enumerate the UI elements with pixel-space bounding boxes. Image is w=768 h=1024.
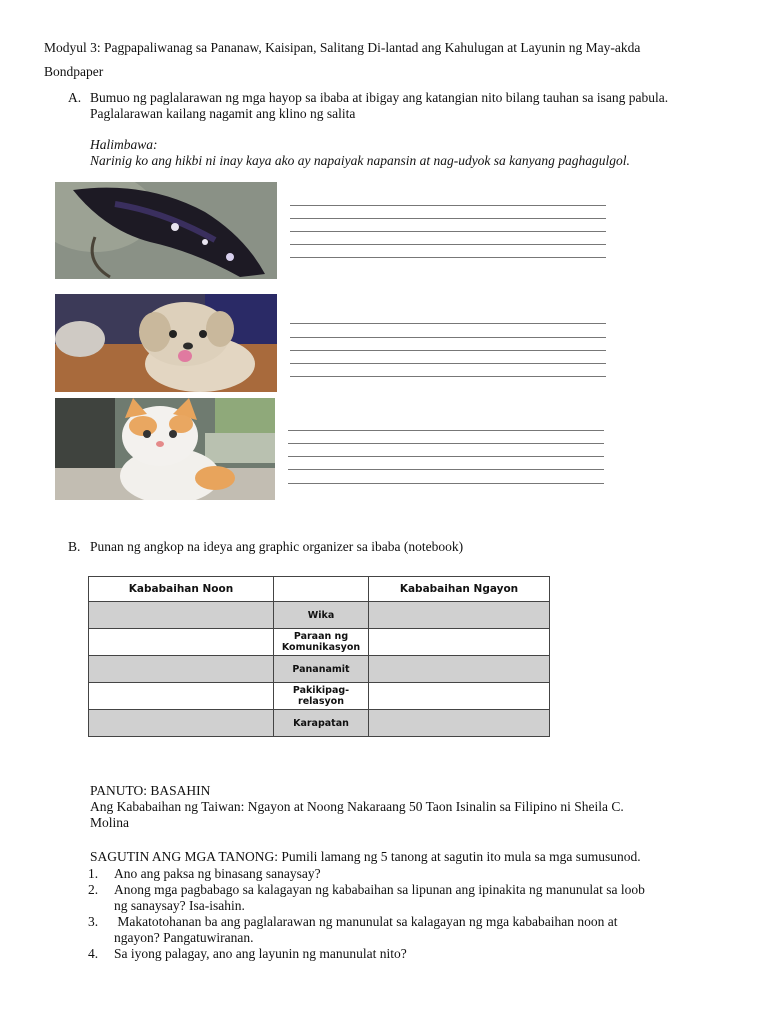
table-row <box>89 683 550 710</box>
question-item <box>88 866 728 882</box>
question-number: 4. <box>88 946 99 961</box>
ngayon-cell[interactable] <box>369 629 550 656</box>
writing-line[interactable] <box>290 350 606 351</box>
question-text: Sa iyong palagay, ano ang layunin ng manunulat nito? <box>114 946 407 961</box>
writing-line[interactable] <box>288 469 604 470</box>
row-label-line: relasyon <box>298 696 344 707</box>
question-text-cont: ngayon? Pangatuwiranan. <box>114 930 254 945</box>
noon-cell[interactable] <box>89 656 274 683</box>
noon-cell[interactable] <box>89 710 274 737</box>
dog-icon <box>55 294 277 392</box>
row-label <box>274 683 369 710</box>
noon-cell[interactable] <box>89 629 274 656</box>
noon-cell[interactable] <box>89 602 274 629</box>
panuto-heading: PANUTO: BASAHIN <box>90 783 211 798</box>
section-a-instruction-2: Paglalarawan kailang nagamit ang klino ng salita <box>90 106 356 121</box>
row-label: Karapatan <box>274 710 369 737</box>
example-text: Narinig ko ang hikbi ni inay kaya ako ay napaiyak napansin at nag-udyok sa kanyang paghagulgol. <box>90 153 630 168</box>
question-text: Makatotohanan ba ang paglalarawan ng manunulat sa kalagayan ng mga kababaihan noon at <box>114 914 618 929</box>
writing-line[interactable] <box>288 443 604 444</box>
question-item <box>88 882 728 914</box>
question-text-cont: ng sanaysay? Isa-isahin. <box>114 898 245 913</box>
row-label: Pananamit <box>274 656 369 683</box>
question-text: Ano ang paksa ng binasang sanaysay? <box>114 866 321 881</box>
example-label: Halimbawa: <box>90 137 158 152</box>
ngayon-cell[interactable] <box>369 710 550 737</box>
writing-line[interactable] <box>290 363 606 364</box>
graphic-organizer-table <box>88 576 550 737</box>
row-label-line: Pakikipag- <box>292 685 350 696</box>
writing-line[interactable] <box>290 244 606 245</box>
writing-line[interactable] <box>290 337 606 338</box>
writing-line[interactable] <box>288 456 604 457</box>
header-kababaihan-noon: Kababaihan Noon <box>89 577 274 602</box>
writing-line[interactable] <box>288 483 604 484</box>
row-label-line: Komunikasyon <box>281 642 361 653</box>
question-item <box>88 914 728 946</box>
reading-title-2: Molina <box>90 815 129 830</box>
writing-line[interactable] <box>290 218 606 219</box>
question-item <box>88 946 728 962</box>
writing-line[interactable] <box>290 205 606 206</box>
header-middle <box>274 577 369 602</box>
questions-intro: SAGUTIN ANG MGA TANONG: Pumili lamang ng 5 tanong at sagutin ito mula sa mga sumusunod. <box>90 849 641 864</box>
ngayon-cell[interactable] <box>369 683 550 710</box>
butterfly-icon <box>55 182 277 279</box>
table-row <box>89 710 550 737</box>
writing-line[interactable] <box>290 231 606 232</box>
module-title: Modyul 3: Pagpapaliwanag sa Pananaw, Kaisipan, Salitang Di-lantad ang Kahulugan at Layunin ng May-akda <box>44 40 641 55</box>
cat-icon <box>55 398 275 500</box>
reading-title-1: Ang Kababaihan ng Taiwan: Ngayon at Noong Nakaraang 50 Taon Isinalin sa Filipino ni Sheila C. <box>90 799 624 814</box>
section-a-instruction-1: Bumuo ng paglalarawan ng mga hayop sa ibaba at ibigay ang katangian nito bilang tauhan sa isang pabula. <box>90 90 669 105</box>
ngayon-cell[interactable] <box>369 656 550 683</box>
noon-cell[interactable] <box>89 683 274 710</box>
writing-line[interactable] <box>290 323 606 324</box>
question-number: 1. <box>88 866 99 881</box>
writing-line[interactable] <box>290 376 606 377</box>
question-number: 2. <box>88 882 99 897</box>
dog-photo <box>55 294 277 392</box>
butterfly-photo <box>55 182 277 279</box>
question-text: Anong mga pagbabago sa kalagayan ng kababaihan sa lipunan ang ipinakita ng manunulat sa loob <box>114 882 645 897</box>
row-label: Wika <box>274 602 369 629</box>
section-a-letter: A. <box>68 90 82 105</box>
table-header-row <box>89 577 550 602</box>
table-row <box>89 629 550 656</box>
table-row <box>89 602 550 629</box>
section-b-letter: B. <box>68 539 81 554</box>
header-kababaihan-ngayon: Kababaihan Ngayon <box>369 577 550 602</box>
writing-line[interactable] <box>288 430 604 431</box>
writing-line[interactable] <box>290 257 606 258</box>
ngayon-cell[interactable] <box>369 602 550 629</box>
section-b-instruction: Punan ng angkop na ideya ang graphic organizer sa ibaba (notebook) <box>90 539 464 554</box>
table-row <box>89 656 550 683</box>
cat-photo <box>55 398 275 500</box>
row-label <box>274 629 369 656</box>
paper-type-label: Bondpaper <box>44 64 104 79</box>
questions-list <box>88 866 728 962</box>
question-number: 3. <box>88 914 99 929</box>
row-label-line: Paraan ng <box>293 631 349 642</box>
